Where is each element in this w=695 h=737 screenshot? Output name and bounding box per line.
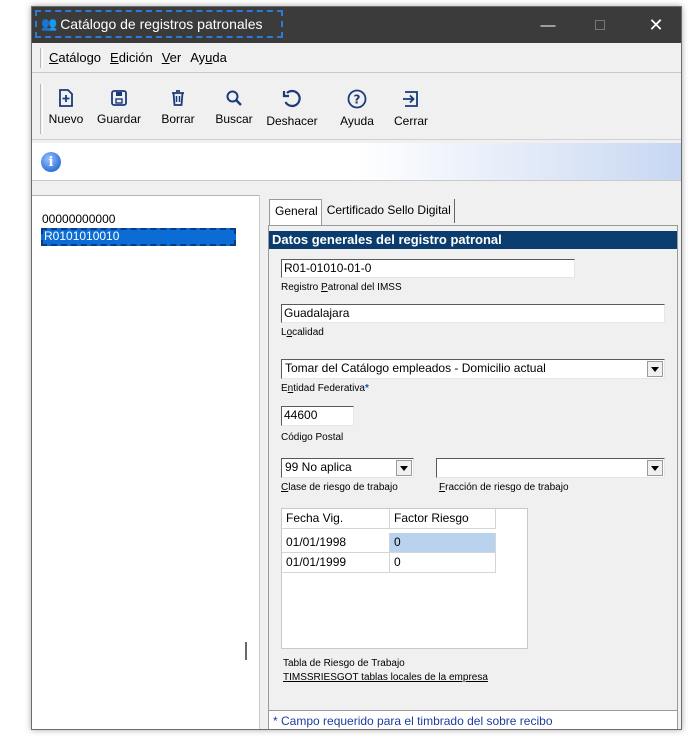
close-icon: ✕: [648, 14, 664, 35]
codigo-postal-label: Código Postal: [281, 432, 344, 443]
menu-grip[interactable]: [40, 48, 43, 68]
info-icon[interactable]: i: [41, 152, 61, 172]
table-header: [282, 509, 496, 529]
title-bar[interactable]: [32, 7, 681, 43]
undo-button[interactable]: Deshacer: [261, 88, 323, 128]
undo-icon: [281, 88, 303, 110]
localidad-label: Localidad: [281, 327, 324, 338]
menu-catalogo[interactable]: Catálogo: [49, 50, 102, 65]
tab-strip: [269, 199, 455, 225]
registro-patronal-label: Registro Patronal del IMSS: [281, 282, 402, 293]
fraccion-riesgo-label: Fracción de riesgo de trabajo: [439, 482, 569, 493]
column-header[interactable]: Fecha Vig.: [282, 509, 390, 528]
general-form: [268, 225, 678, 730]
list-item[interactable]: 00000000000: [42, 212, 116, 226]
codigo-postal-input[interactable]: 44600: [281, 406, 354, 426]
menu-ver[interactable]: Ver: [161, 50, 182, 65]
people-icon: 👥: [41, 16, 56, 31]
toolbar-grip[interactable]: [40, 84, 43, 134]
close-view-button[interactable]: Cerrar: [389, 88, 433, 128]
trash-icon: [168, 88, 188, 108]
riesgo-table[interactable]: [281, 508, 528, 649]
table-row[interactable]: [282, 553, 496, 573]
help-button[interactable]: ? Ayuda: [335, 88, 379, 128]
menu-ayuda[interactable]: Ayuda: [190, 50, 227, 65]
main-window: [31, 6, 682, 730]
new-button[interactable]: Nuevo: [46, 88, 86, 126]
minimize-icon: —: [540, 16, 556, 34]
splitter-grip[interactable]: [245, 642, 247, 660]
chevron-down-icon[interactable]: [647, 460, 663, 476]
fraccion-riesgo-select[interactable]: [436, 458, 665, 478]
section-title: Datos generales del registro patronal: [269, 231, 677, 249]
menu-bar: [32, 43, 681, 73]
tab-certificado[interactable]: Certificado Sello Digital: [322, 199, 455, 223]
tabla-riesgo-label: Tabla de Riesgo de Trabajo: [283, 658, 405, 669]
menu-edicion[interactable]: Edición: [110, 50, 153, 65]
entidad-federativa-label: Entidad Federativa*: [281, 383, 369, 394]
chevron-down-icon[interactable]: [396, 460, 412, 476]
table-cell[interactable]: 01/01/1999: [282, 553, 390, 572]
list-item-selected[interactable]: R0101010010: [41, 228, 236, 246]
registro-patronal-input[interactable]: R01-01010-01-0: [281, 259, 575, 278]
title-focus-box: [35, 10, 283, 38]
table-cell[interactable]: 01/01/1998: [282, 533, 390, 552]
column-header[interactable]: Factor Riesgo: [390, 509, 496, 528]
maximize-button[interactable]: [577, 7, 623, 43]
table-cell[interactable]: 0: [390, 533, 496, 552]
window-title: Catálogo de registros patronales: [60, 16, 263, 32]
save-button[interactable]: Guardar: [93, 88, 145, 126]
save-icon: [109, 88, 129, 108]
close-button[interactable]: [633, 7, 679, 43]
maximize-icon: [595, 20, 605, 30]
search-button[interactable]: Buscar: [210, 88, 258, 126]
delete-button[interactable]: Borrar: [156, 88, 200, 126]
new-file-icon: [56, 88, 76, 108]
localidad-input[interactable]: Guadalajara: [281, 304, 665, 323]
toolbar: [32, 74, 681, 140]
panel-splitter[interactable]: [259, 195, 265, 730]
search-icon: [224, 88, 244, 108]
required-mark: *: [364, 383, 369, 394]
clase-riesgo-label: Clase de riesgo de trabajo: [281, 482, 398, 493]
help-icon: [346, 88, 368, 110]
info-bar: [32, 143, 681, 181]
table-cell[interactable]: 0: [390, 553, 496, 572]
tabla-riesgo-link[interactable]: TIMSSRIESGOT tablas locales de la empresa: [283, 672, 488, 683]
clase-riesgo-select[interactable]: 99 No aplica: [281, 458, 414, 478]
records-list[interactable]: [32, 195, 259, 730]
entidad-federativa-select[interactable]: Tomar del Catálogo empleados - Domicilio actual: [281, 359, 665, 379]
tab-general[interactable]: General: [269, 199, 322, 225]
exit-icon: [400, 88, 422, 110]
svg-text:?: ?: [353, 92, 361, 107]
table-row[interactable]: [282, 533, 496, 553]
minimize-button[interactable]: [525, 7, 571, 43]
chevron-down-icon[interactable]: [647, 361, 663, 377]
required-field-note: * Campo requerido para el timbrado del sobre recibo: [269, 710, 677, 730]
